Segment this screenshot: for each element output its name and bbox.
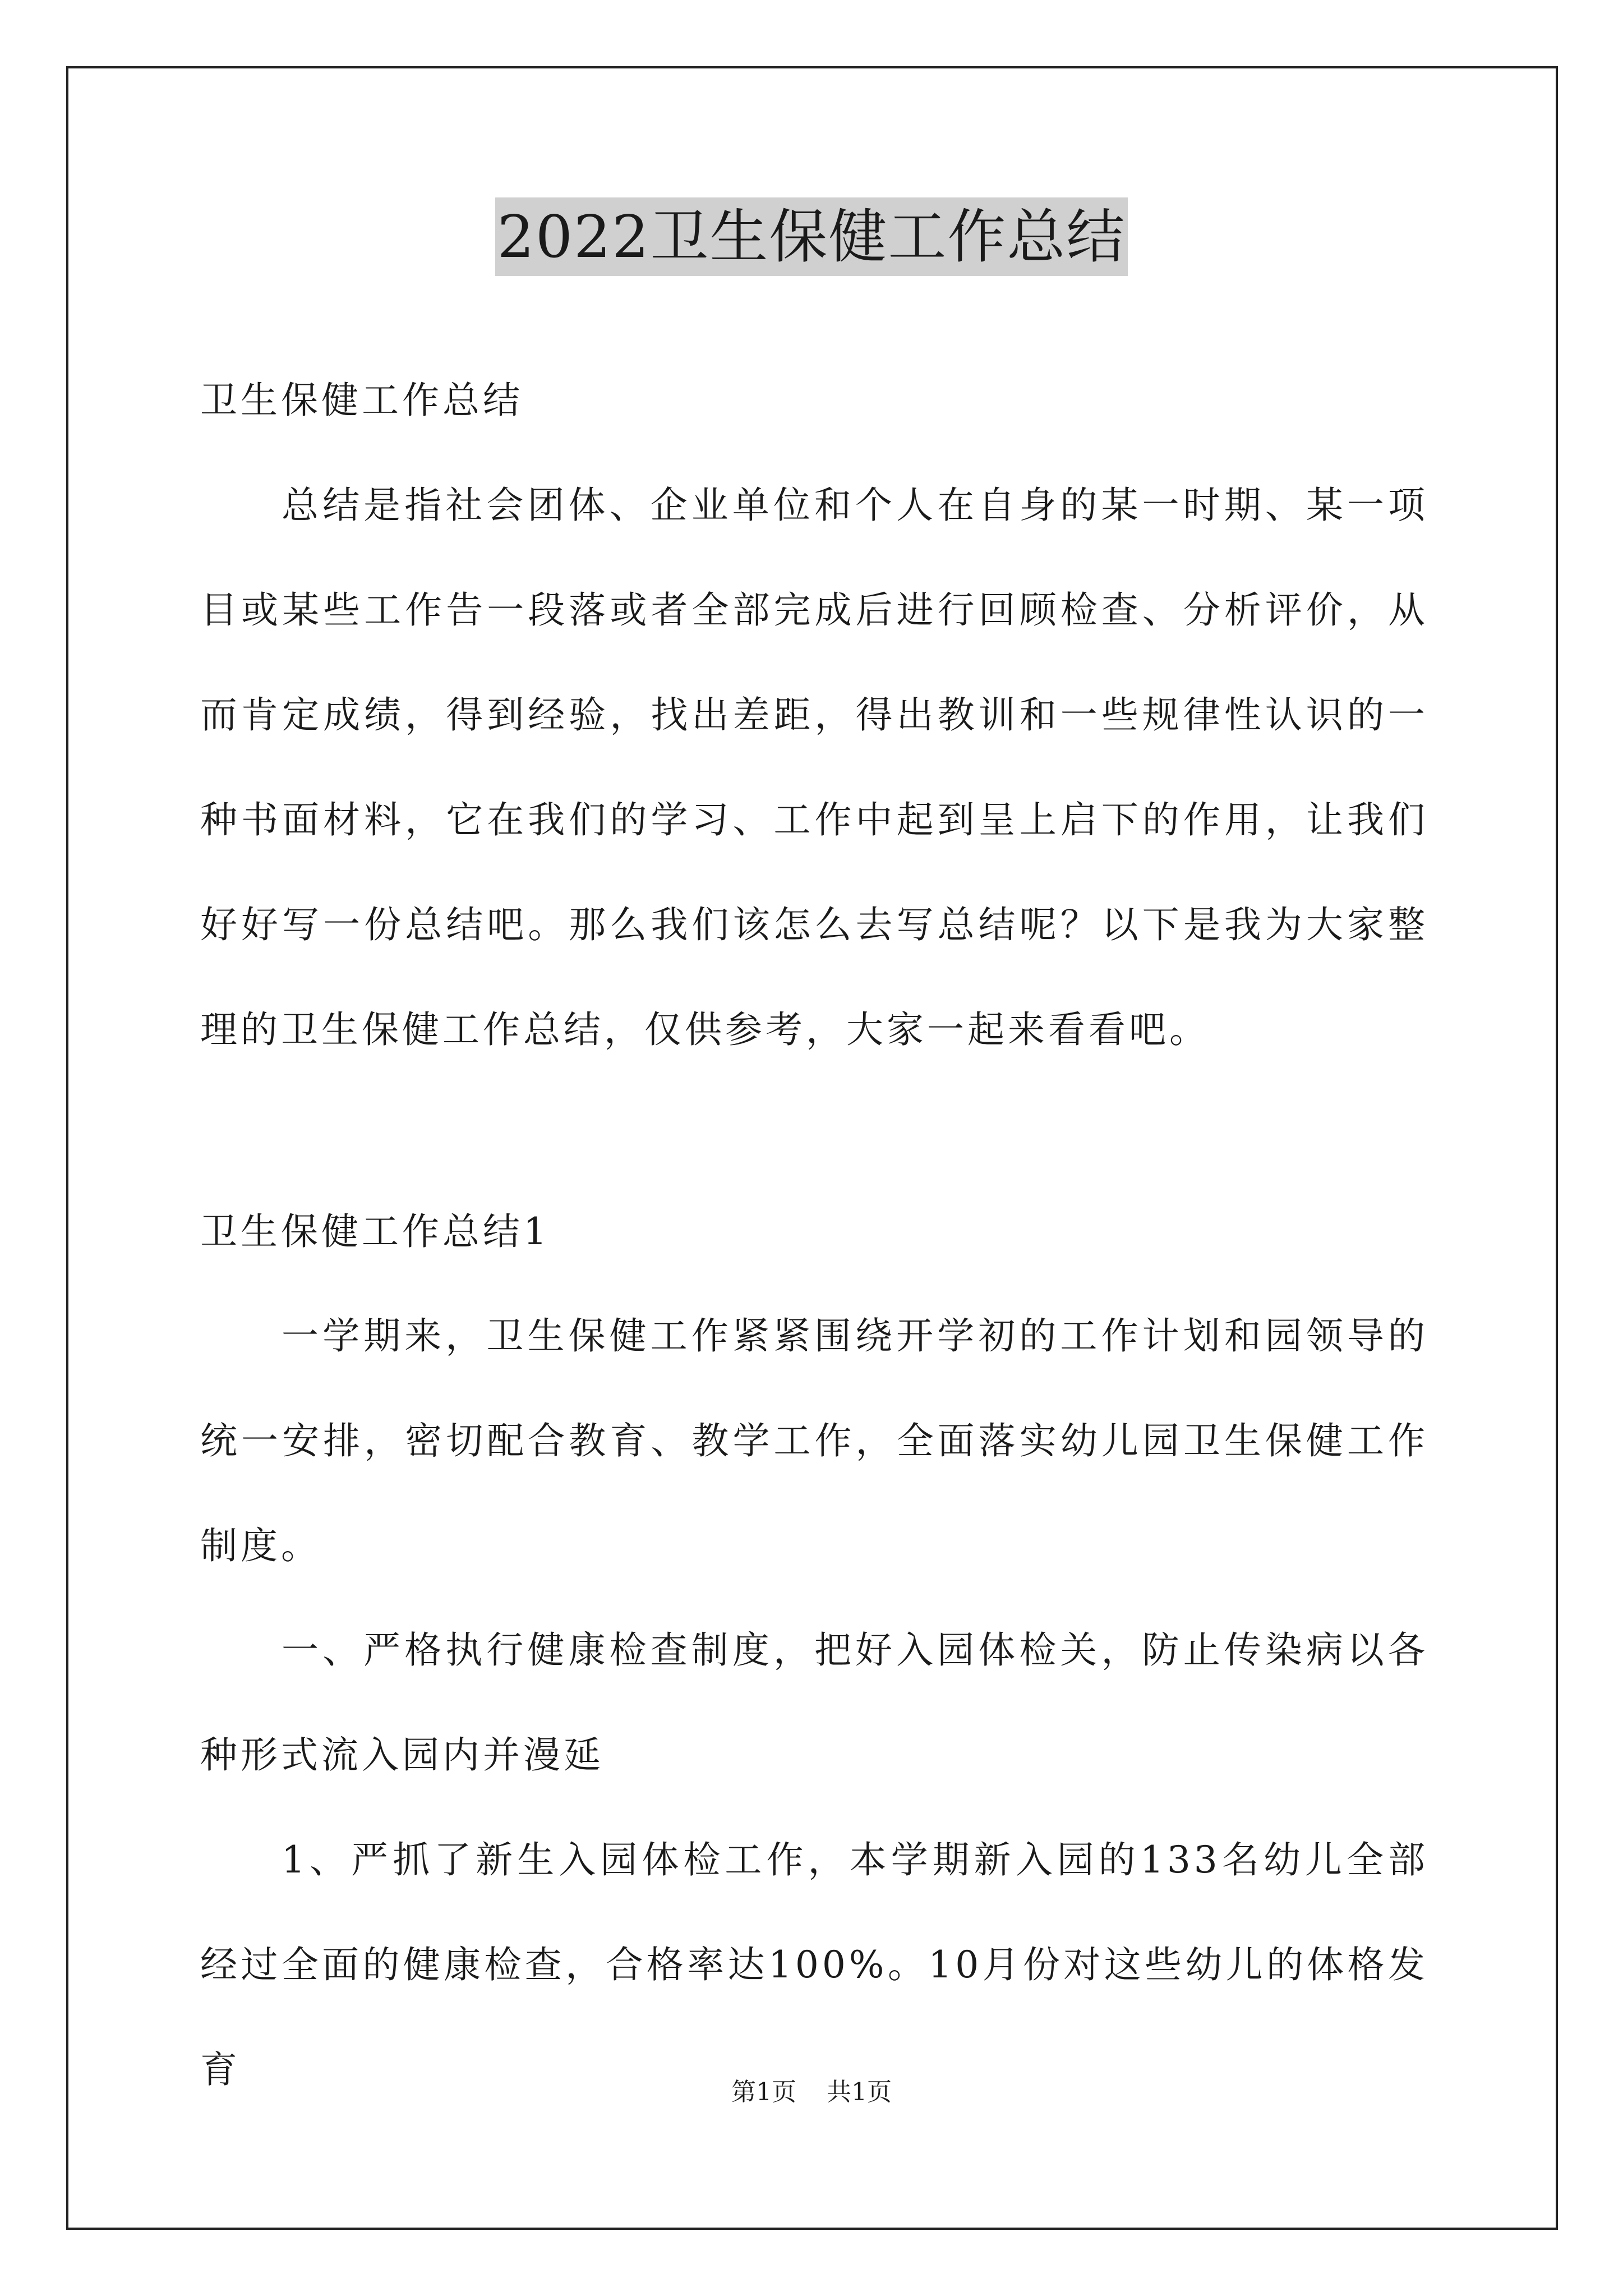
- page-number-current: 第1页: [731, 2078, 796, 2106]
- document-title: 2022卫生保健工作总结: [495, 197, 1128, 276]
- section-paragraph-1: 一、严格执行健康检查制度，把好入园体检关，防止传染病以各种形式流入园内并漫延: [200, 1628, 1428, 1777]
- title-container: [0, 197, 1623, 276]
- section-heading-main: 卫生保健工作总结: [200, 379, 523, 422]
- section-heading-1: 卫生保健工作总结1: [200, 1210, 550, 1253]
- body-paragraph-1: 一学期来，卫生保健工作紧紧围绕开学初的工作计划和园领导的统一安排，密切配合教育、教学工作，全面落实幼儿园卫生保健工作制度。: [200, 1314, 1428, 1567]
- list-item-1: 1、严抓了新生入园体检工作，本学期新入园的133名幼儿全部经过全面的健康检查，合格率达100%。10月份对这些幼儿的体格发育: [200, 1838, 1428, 2091]
- intro-paragraph: 总结是指社会团体、企业单位和个人在自身的某一时期、某一项目或某些工作告一段落或者全部完成后进行回顾检查、分析评价，从而肯定成绩，得到经验，找出差距，得出教训和一些规律性认识的一种书面材料，它在我们的学习、工作中起到呈上启下的作用，让我们好好写一份总结吧。那么我们该怎么去写总结呢？以下是我为大家整理的卫生保健工作总结，仅供参考，大家一起来看看吧。: [200, 484, 1428, 1051]
- page-number-total: 共1页: [827, 2078, 892, 2106]
- page-footer: [0, 2076, 1623, 2109]
